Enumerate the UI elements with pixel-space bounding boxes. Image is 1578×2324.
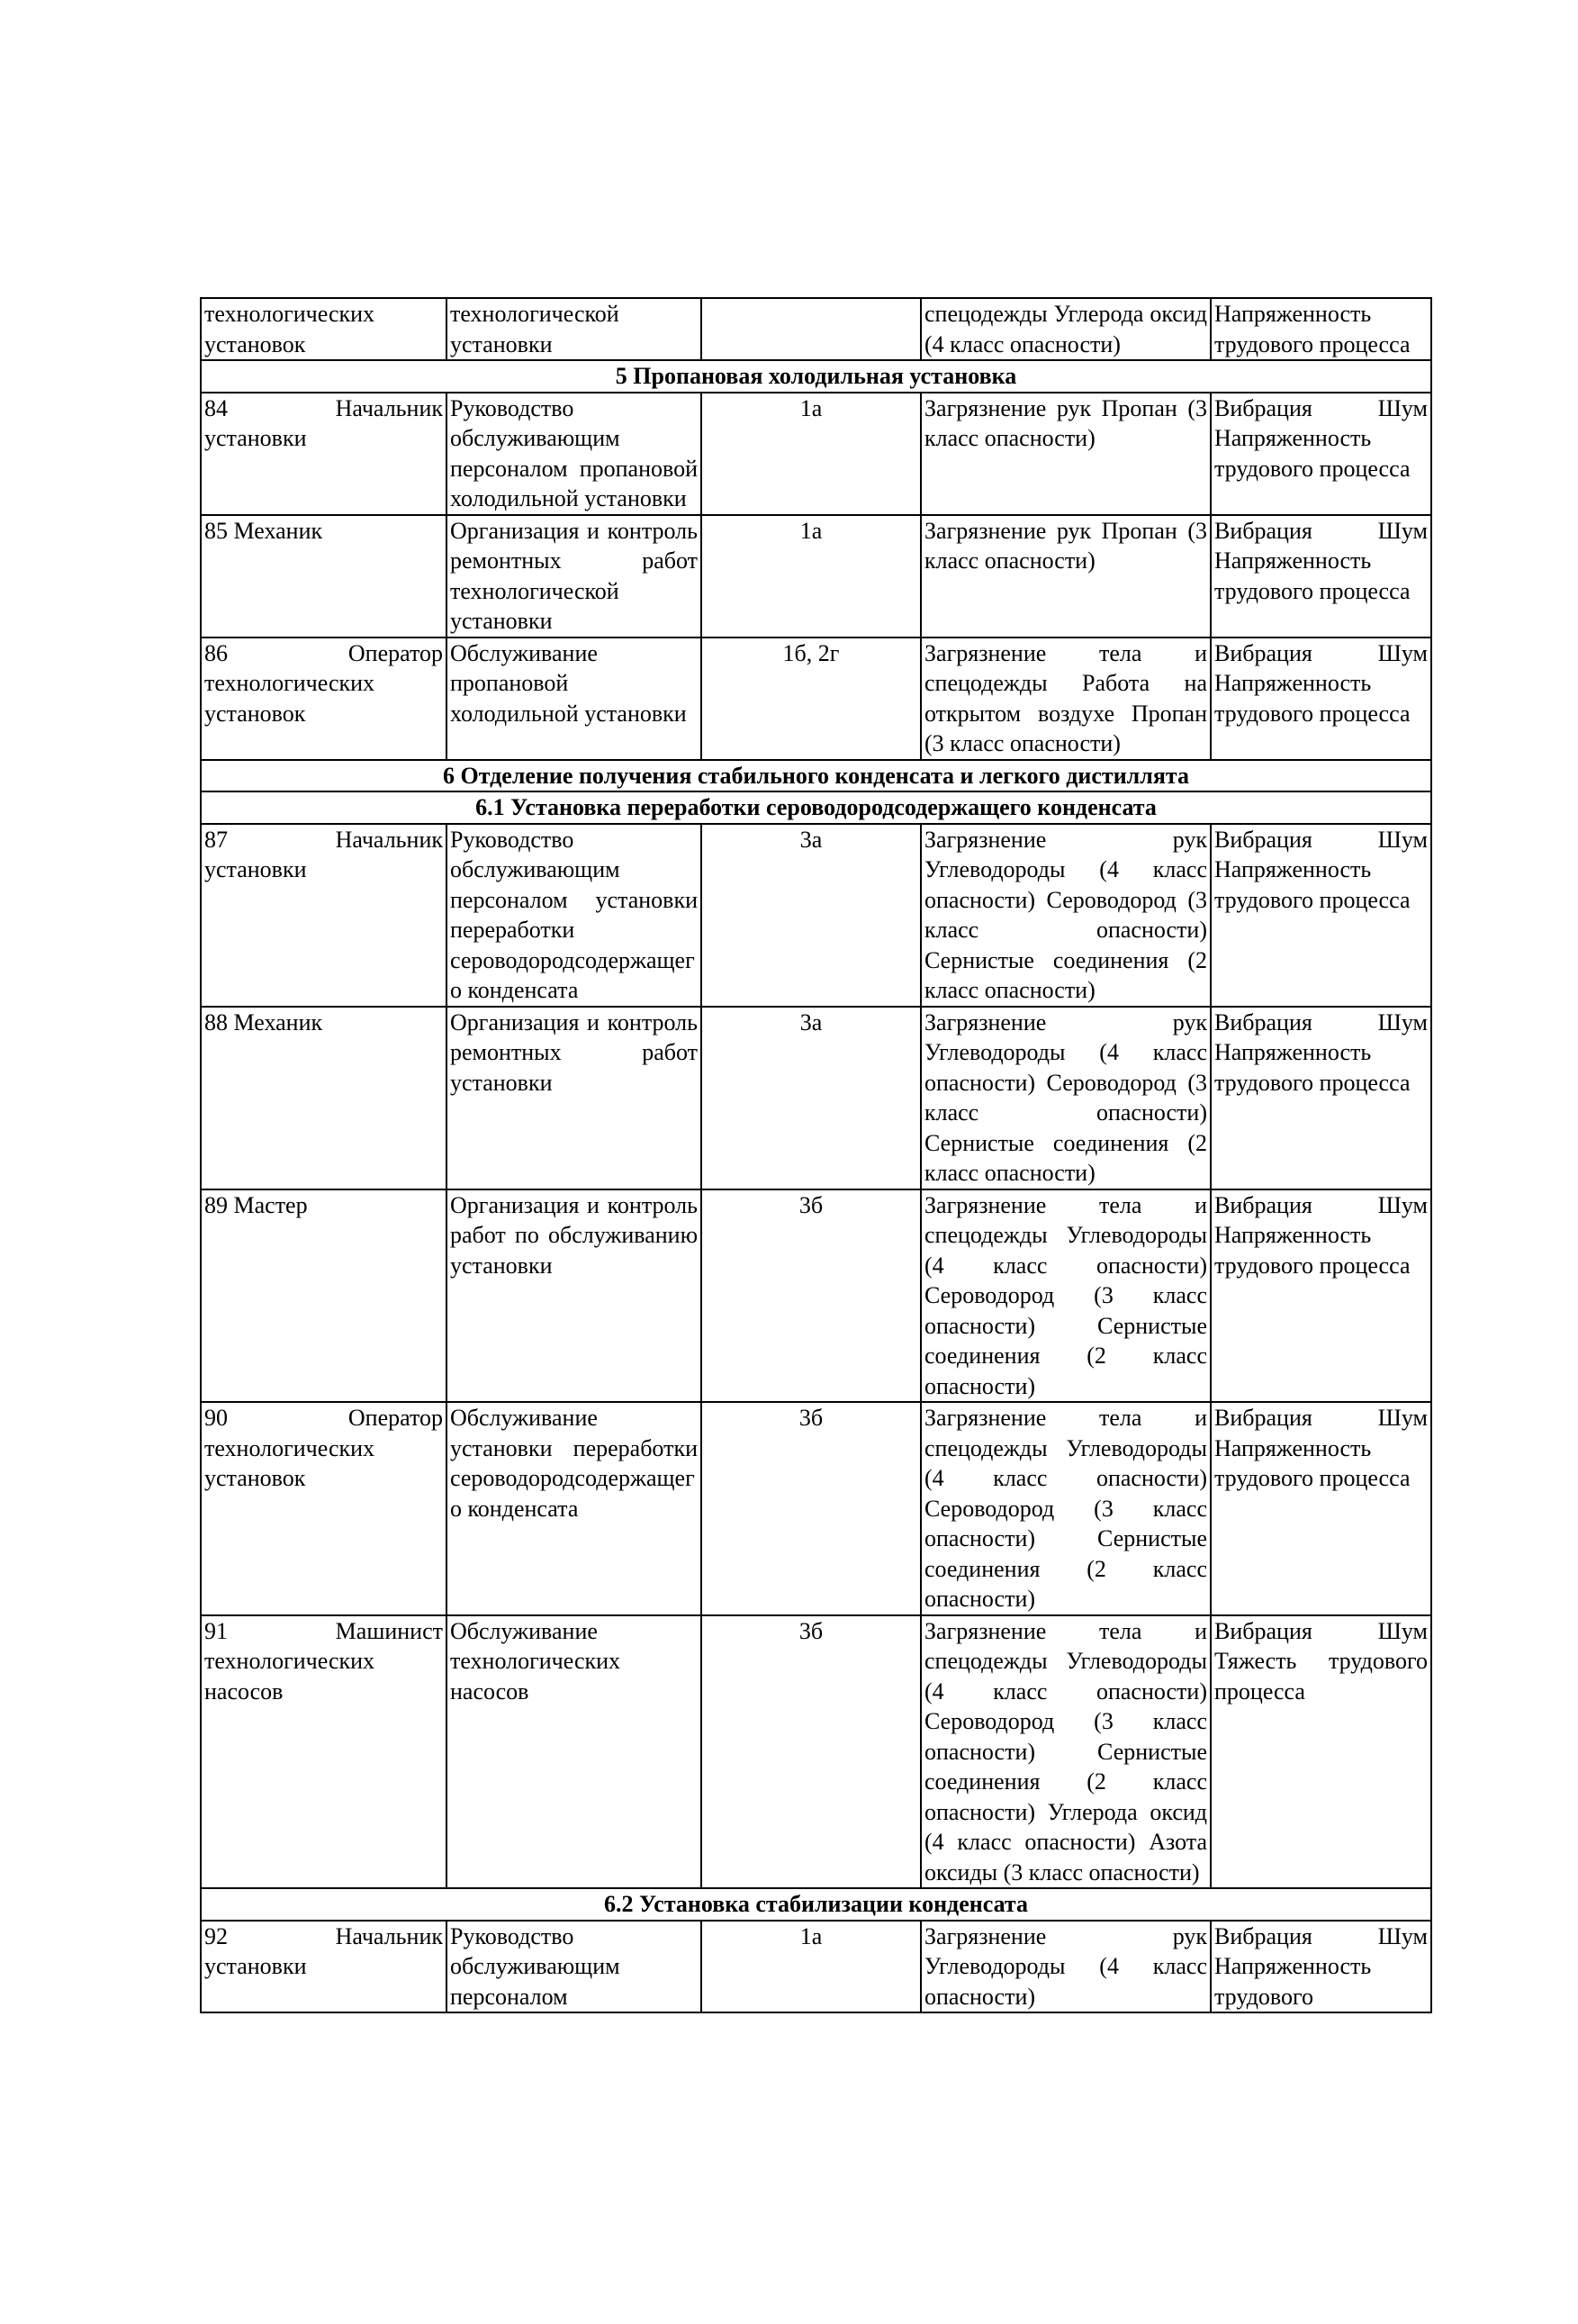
- duty-cell: технологической установки: [446, 298, 701, 360]
- section-row: [201, 1888, 1431, 1921]
- document-page: [200, 297, 1430, 2013]
- duty-cell: Руководство обслуживающим персоналом пропановой холодильной установки: [446, 393, 701, 515]
- hazard-cell: Загрязнение рук Углеводороды (4 класс опасности) Сероводород (3 класс опасности) Сернистые соединения (2 класс опасности): [921, 1007, 1211, 1189]
- table-row: [201, 1189, 1431, 1403]
- hazard-cell: Загрязнение рук Углеводороды (4 класс опасности): [921, 1921, 1211, 2013]
- hazard-cell: Загрязнение рук Пропан (3 класс опасности): [921, 393, 1211, 515]
- position-cell: технологических установок: [201, 298, 446, 360]
- class-cell: 3б: [701, 1189, 921, 1403]
- position-cell: 92 Начальник установки: [201, 1921, 446, 2013]
- table-row: [201, 1402, 1431, 1615]
- duty-cell: Руководство обслуживающим персоналом: [446, 1921, 701, 2013]
- class-cell: 1б, 2г: [701, 638, 921, 760]
- duty-cell: Обслуживание технологических насосов: [446, 1615, 701, 1889]
- hazard-cell: Загрязнение тела и спецодежды Углеводороды (4 класс опасности) Сероводород (3 класс опасности) Сернистые соединения (2 класс опасности): [921, 1189, 1211, 1403]
- hazard-cell: Загрязнение рук Углеводороды (4 класс опасности) Сероводород (3 класс опасности) Сернистые соединения (2 класс опасности): [921, 824, 1211, 1007]
- hazard-cell: Загрязнение тела и спецодежды Углеводороды (4 класс опасности) Сероводород (3 класс опасности) Сернистые соединения (2 класс опасности): [921, 1402, 1211, 1615]
- class-cell: [701, 298, 921, 360]
- table-row: [201, 298, 1431, 360]
- hazard-table: [200, 297, 1432, 2013]
- position-cell: 85 Механик: [201, 515, 446, 638]
- position-cell: 88 Механик: [201, 1007, 446, 1189]
- table-row: [201, 515, 1431, 638]
- duty-cell: Руководство обслуживающим персоналом установки переработки сероводородсодержащего конденсата: [446, 824, 701, 1007]
- factors-cell: Вибрация Шум Напряженность трудового процесса: [1211, 1402, 1431, 1615]
- subsection-heading: 6.2 Установка стабилизации конденсата: [201, 1888, 1431, 1921]
- class-cell: 3б: [701, 1402, 921, 1615]
- factors-cell: Вибрация Шум Напряженность трудового процесса: [1211, 393, 1431, 515]
- duty-cell: Организация и контроль работ по обслуживанию установки: [446, 1189, 701, 1403]
- table-row: [201, 1615, 1431, 1889]
- hazard-cell: Загрязнение тела и спецодежды Углеводороды (4 класс опасности) Сероводород (3 класс опасности) Сернистые соединения (2 класс опасности) Углерода оксид (4 класс опасности) Азота оксиды (3 класс опасности): [921, 1615, 1211, 1889]
- factors-cell: Вибрация Шум Напряженность трудового процесса: [1211, 824, 1431, 1007]
- factors-cell: Вибрация Шум Напряженность трудового процесса: [1211, 638, 1431, 760]
- factors-cell: Вибрация Шум Напряженность трудового процесса: [1211, 1007, 1431, 1189]
- section-row: [201, 760, 1431, 792]
- factors-cell: Вибрация Шум Напряженность трудового процесса: [1211, 1189, 1431, 1403]
- class-cell: 3б: [701, 1615, 921, 1889]
- class-cell: 3а: [701, 1007, 921, 1189]
- section-heading: 5 Пропановая холодильная установка: [201, 360, 1431, 393]
- factors-cell: Вибрация Шум Напряженность трудового процесса: [1211, 515, 1431, 638]
- class-cell: 1а: [701, 515, 921, 638]
- hazard-cell: Загрязнение тела и спецодежды Работа на открытом воздухе Пропан (3 класс опасности): [921, 638, 1211, 760]
- duty-cell: Организация и контроль ремонтных работ технологической установки: [446, 515, 701, 638]
- hazard-cell: спецодежды Углерода оксид (4 класс опасности): [921, 298, 1211, 360]
- table-row: [201, 393, 1431, 515]
- duty-cell: Организация и контроль ремонтных работ установки: [446, 1007, 701, 1189]
- section-row: [201, 360, 1431, 393]
- class-cell: 1а: [701, 393, 921, 515]
- factors-cell: Вибрация Шум Тяжесть трудового процесса: [1211, 1615, 1431, 1889]
- class-cell: 3а: [701, 824, 921, 1007]
- subsection-heading: 6.1 Установка переработки сероводородсодержащего конденсата: [201, 791, 1431, 824]
- table-row: [201, 1921, 1431, 2013]
- position-cell: 84 Начальник установки: [201, 393, 446, 515]
- table-row: [201, 1007, 1431, 1189]
- hazard-cell: Загрязнение рук Пропан (3 класс опасности): [921, 515, 1211, 638]
- section-row: [201, 791, 1431, 824]
- position-cell: 90 Оператор технологических установок: [201, 1402, 446, 1615]
- factors-cell: Вибрация Шум Напряженность трудового: [1211, 1921, 1431, 2013]
- table-row: [201, 824, 1431, 1007]
- duty-cell: Обслуживание пропановой холодильной установки: [446, 638, 701, 760]
- position-cell: 91 Машинист технологических насосов: [201, 1615, 446, 1889]
- class-cell: 1а: [701, 1921, 921, 2013]
- position-cell: 89 Мастер: [201, 1189, 446, 1403]
- section-heading: 6 Отделение получения стабильного конденсата и легкого дистиллята: [201, 760, 1431, 792]
- factors-cell: Напряженность трудового процесса: [1211, 298, 1431, 360]
- duty-cell: Обслуживание установки переработки сероводородсодержащего конденсата: [446, 1402, 701, 1615]
- table-row: [201, 638, 1431, 760]
- position-cell: 87 Начальник установки: [201, 824, 446, 1007]
- position-cell: 86 Оператор технологических установок: [201, 638, 446, 760]
